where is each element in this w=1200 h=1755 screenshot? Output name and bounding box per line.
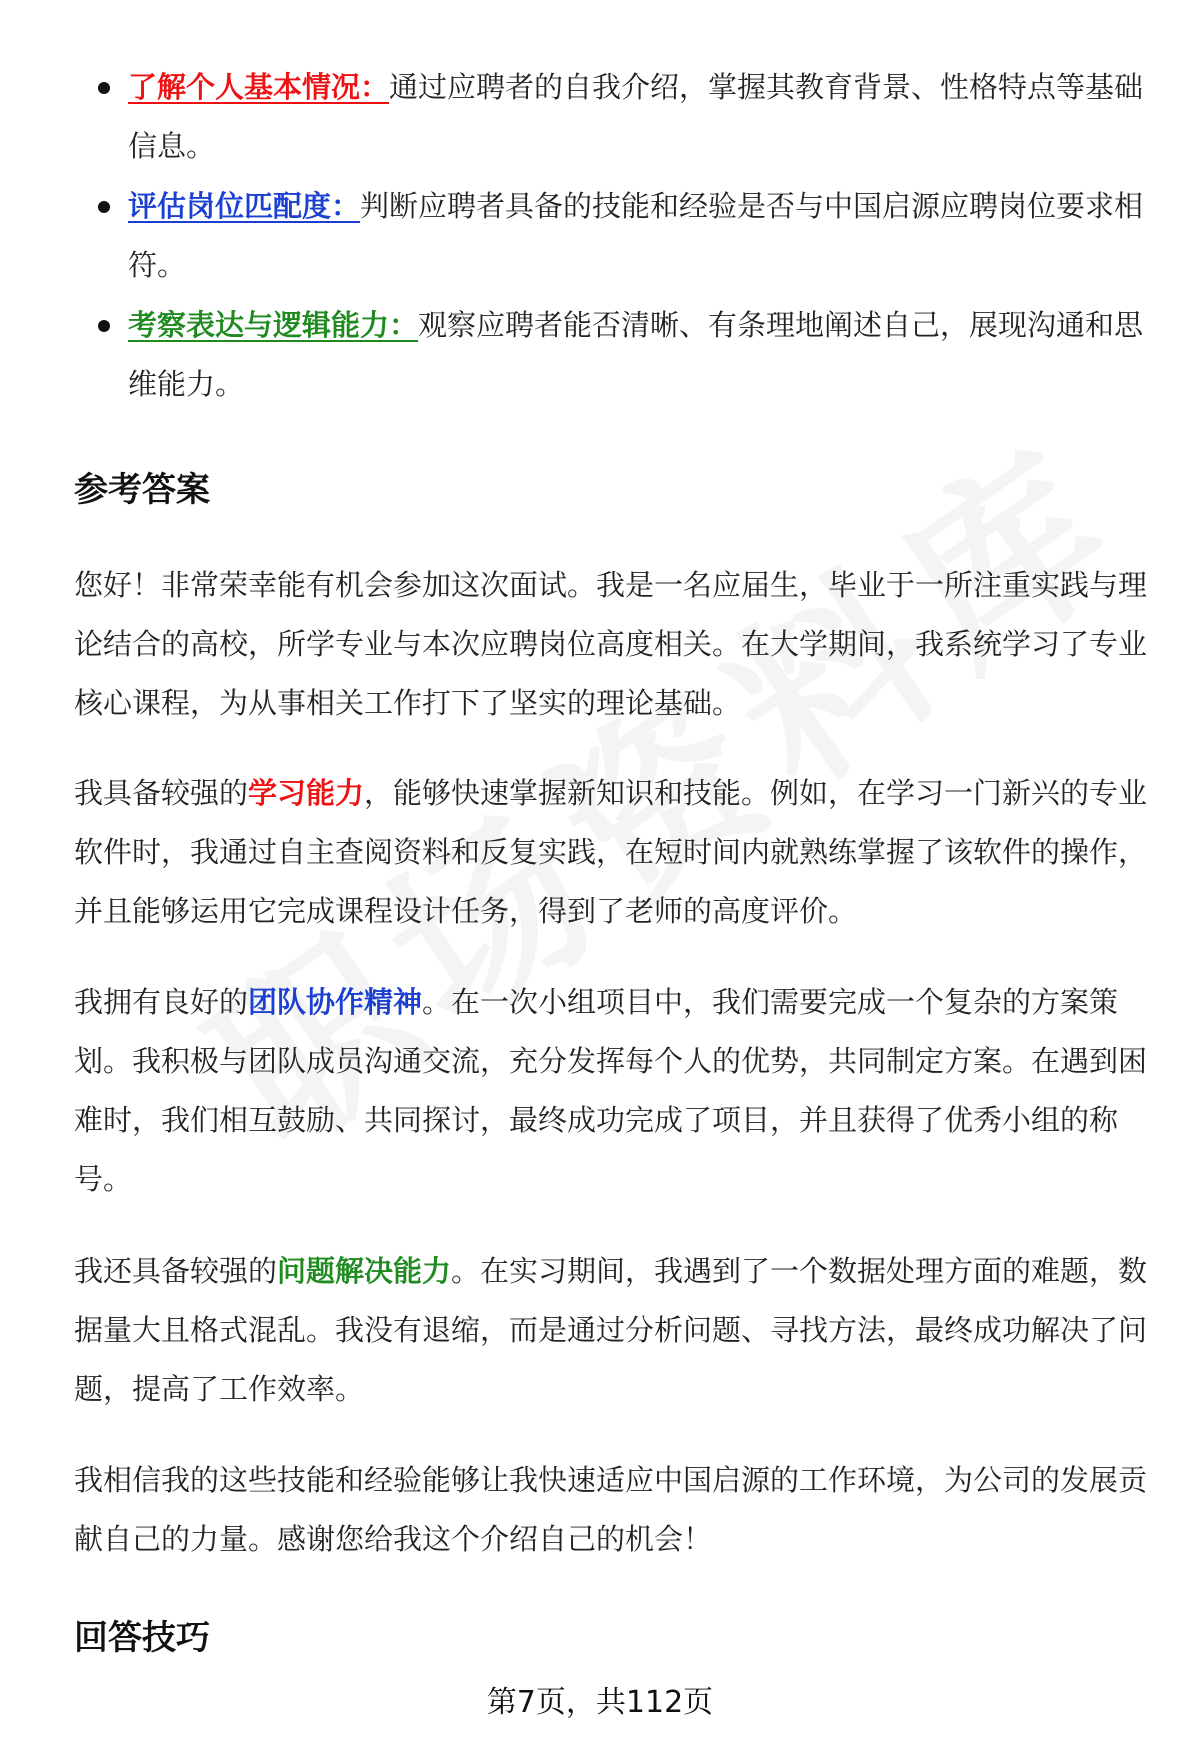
highlight-teamwork: 团队协作精神 [248, 985, 423, 1019]
highlight-problem-solving: 问题解决能力 [277, 1254, 452, 1288]
paragraph-text: 我具备较强的 [74, 776, 249, 810]
bullet-item [72, 58, 1152, 176]
bullet-text: 观察应聘者能否清晰、有条理地阐述自己，展现沟通和思维能力。 [128, 308, 1144, 401]
bullet-text: 通过应聘者的自我介绍，掌握其教育背景、性格特点等基础信息。 [128, 70, 1144, 163]
answer-paragraph-problem-solving [74, 1242, 1152, 1419]
paragraph-text: 我拥有良好的 [74, 985, 249, 1019]
paragraph-text: 。在一次小组项目中，我们需要完成一个复杂的方案策划。我积极与团队成员沟通交流，充分发挥每个人的优势，共同制定方案。在遇到困难时，我们相互鼓励、共同探讨，最终成功完成了项目，并且获得了优秀小组的称号。 [74, 985, 1148, 1196]
paragraph-text: ，能够快速掌握新知识和技能。例如，在学习一门新兴的专业软件时，我通过自主查阅资料和反复实践，在短时间内就熟练掌握了该软件的操作，并且能够运用它完成课程设计任务，得到了老师的高度评价。 [74, 776, 1148, 928]
answer-paragraph-closing: 我相信我的这些技能和经验能够让我快速适应中国启源的工作环境，为公司的发展贡献自己的力量。感谢您给我这个介绍自己的机会！ [74, 1463, 1148, 1556]
bullet-term: 考察表达与逻辑能力： [128, 308, 419, 342]
section-title-answer-tips: 回答技巧 [74, 1618, 210, 1658]
page-number: 第7页，共112页 [486, 1685, 714, 1720]
paragraph-text: 。在实习期间，我遇到了一个数据处理方面的难题，数据量大且格式混乱。我没有退缩，而是通过分析问题、寻找方法，最终成功解决了问题，提高了工作效率。 [74, 1254, 1148, 1406]
bullet-text: 判断应聘者具备的技能和经验是否与中国启源应聘岗位要求相符。 [128, 189, 1144, 282]
answer-paragraph-intro: 您好！非常荣幸能有机会参加这次面试。我是一名应届生，毕业于一所注重实践与理论结合的高校，所学专业与本次应聘岗位高度相关。在大学期间，我系统学习了专业核心课程，为从事相关工作打下了坚实的理论基础。 [74, 568, 1148, 720]
answer-paragraph-teamwork [74, 973, 1152, 1209]
bullet-item [72, 296, 1152, 414]
bullet-dot-icon [98, 201, 110, 213]
section-title-reference-answer: 参考答案 [74, 470, 210, 510]
bullet-dot-icon [98, 82, 110, 94]
purpose-bullet-list [72, 58, 1152, 415]
bullet-term: 了解个人基本情况： [128, 70, 390, 104]
bullet-dot-icon [98, 320, 110, 332]
paragraph-text: 我还具备较强的 [74, 1254, 278, 1288]
highlight-learning-ability: 学习能力 [248, 776, 365, 810]
answer-paragraph-learning [74, 764, 1152, 941]
bullet-item [72, 177, 1152, 295]
bullet-term: 评估岗位匹配度： [128, 189, 361, 223]
